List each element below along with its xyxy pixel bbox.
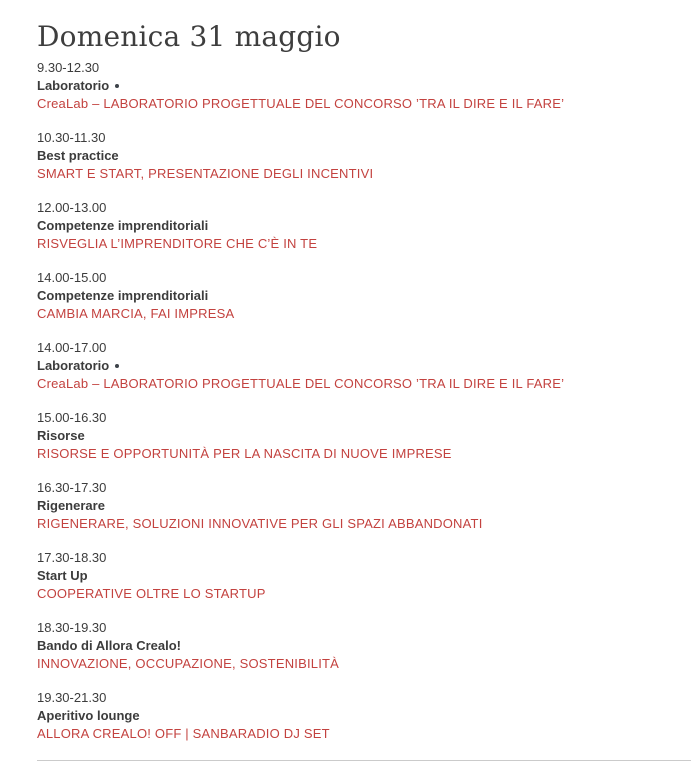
schedule-item bbox=[37, 479, 691, 533]
event-title-row bbox=[37, 165, 691, 183]
event-link[interactable]: RISORSE E OPPORTUNITÀ PER LA NASCITA DI NUOVE IMPRESE bbox=[37, 446, 452, 461]
page-title: Domenica 31 maggio bbox=[37, 20, 341, 53]
event-category-row bbox=[37, 217, 691, 235]
event-time: 14.00-15.00 bbox=[37, 270, 107, 285]
event-time: 9.30-12.30 bbox=[37, 60, 100, 75]
event-time: 14.00-17.00 bbox=[37, 340, 107, 355]
divider bbox=[37, 760, 691, 761]
event-category: Bando di Allora Crealo! bbox=[37, 638, 181, 653]
schedule-item bbox=[37, 59, 691, 113]
event-time: 10.30-11.30 bbox=[37, 130, 106, 145]
event-category-row bbox=[37, 637, 691, 655]
schedule-item bbox=[37, 409, 691, 463]
event-link[interactable]: CreaLab – LABORATORIO PROGETTUALE DEL CONCORSO ’TRA IL DIRE E IL FARE’ bbox=[37, 96, 565, 111]
schedule-item bbox=[37, 129, 691, 183]
event-title-row bbox=[37, 445, 691, 463]
event-title-row bbox=[37, 305, 691, 323]
event-link[interactable]: SMART E START, PRESENTAZIONE DEGLI INCENTIVI bbox=[37, 166, 374, 181]
event-category-row bbox=[37, 77, 691, 95]
event-category: Aperitivo lounge bbox=[37, 708, 140, 723]
event-title-row bbox=[37, 95, 691, 113]
event-title-row bbox=[37, 585, 691, 603]
event-category-row bbox=[37, 707, 691, 725]
event-category: Start Up bbox=[37, 568, 88, 583]
event-time: 16.30-17.30 bbox=[37, 480, 107, 495]
event-category-row bbox=[37, 357, 691, 375]
event-category-row bbox=[37, 497, 691, 515]
event-category: Competenze imprenditoriali bbox=[37, 288, 209, 303]
event-category: Rigenerare bbox=[37, 498, 105, 513]
event-category: Laboratorio bbox=[37, 78, 110, 93]
event-title-row bbox=[37, 655, 691, 673]
event-title-row bbox=[37, 725, 691, 743]
event-link[interactable]: INNOVAZIONE, OCCUPAZIONE, SOSTENIBILITÀ bbox=[37, 656, 340, 671]
event-link[interactable]: RISVEGLIA L’IMPRENDITORE CHE C’È IN TE bbox=[37, 236, 318, 251]
event-category: Risorse bbox=[37, 428, 85, 443]
schedule-item bbox=[37, 269, 691, 323]
event-category: Laboratorio bbox=[37, 358, 110, 373]
event-link[interactable]: RIGENERARE, SOLUZIONI INNOVATIVE PER GLI SPAZI ABBANDONATI bbox=[37, 516, 483, 531]
schedule-item bbox=[37, 199, 691, 253]
schedule-item bbox=[37, 549, 691, 603]
event-time: 17.30-18.30 bbox=[37, 550, 107, 565]
event-category-row bbox=[37, 147, 691, 165]
event-time: 18.30-19.30 bbox=[37, 620, 107, 635]
event-category-row bbox=[37, 567, 691, 585]
event-link[interactable]: ALLORA CREALO! OFF | SANBARADIO DJ SET bbox=[37, 726, 330, 741]
event-link[interactable]: CAMBIA MARCIA, FAI IMPRESA bbox=[37, 306, 235, 321]
category-bullet-icon bbox=[115, 364, 119, 368]
event-link[interactable]: COOPERATIVE OLTRE LO STARTUP bbox=[37, 586, 266, 601]
event-category-row bbox=[37, 287, 691, 305]
event-category-row bbox=[37, 427, 691, 445]
event-category: Best practice bbox=[37, 148, 119, 163]
schedule-list bbox=[37, 59, 691, 743]
event-time: 15.00-16.30 bbox=[37, 410, 107, 425]
schedule-item bbox=[37, 339, 691, 393]
category-bullet-icon bbox=[115, 84, 119, 88]
event-title-row bbox=[37, 235, 691, 253]
event-time: 12.00-13.00 bbox=[37, 200, 107, 215]
event-category: Competenze imprenditoriali bbox=[37, 218, 209, 233]
schedule-item bbox=[37, 689, 691, 743]
event-time: 19.30-21.30 bbox=[37, 690, 107, 705]
event-title-row bbox=[37, 515, 691, 533]
event-link[interactable]: CreaLab – LABORATORIO PROGETTUALE DEL CONCORSO ’TRA IL DIRE E IL FARE’ bbox=[37, 376, 565, 391]
event-title-row bbox=[37, 375, 691, 393]
schedule-item bbox=[37, 619, 691, 673]
